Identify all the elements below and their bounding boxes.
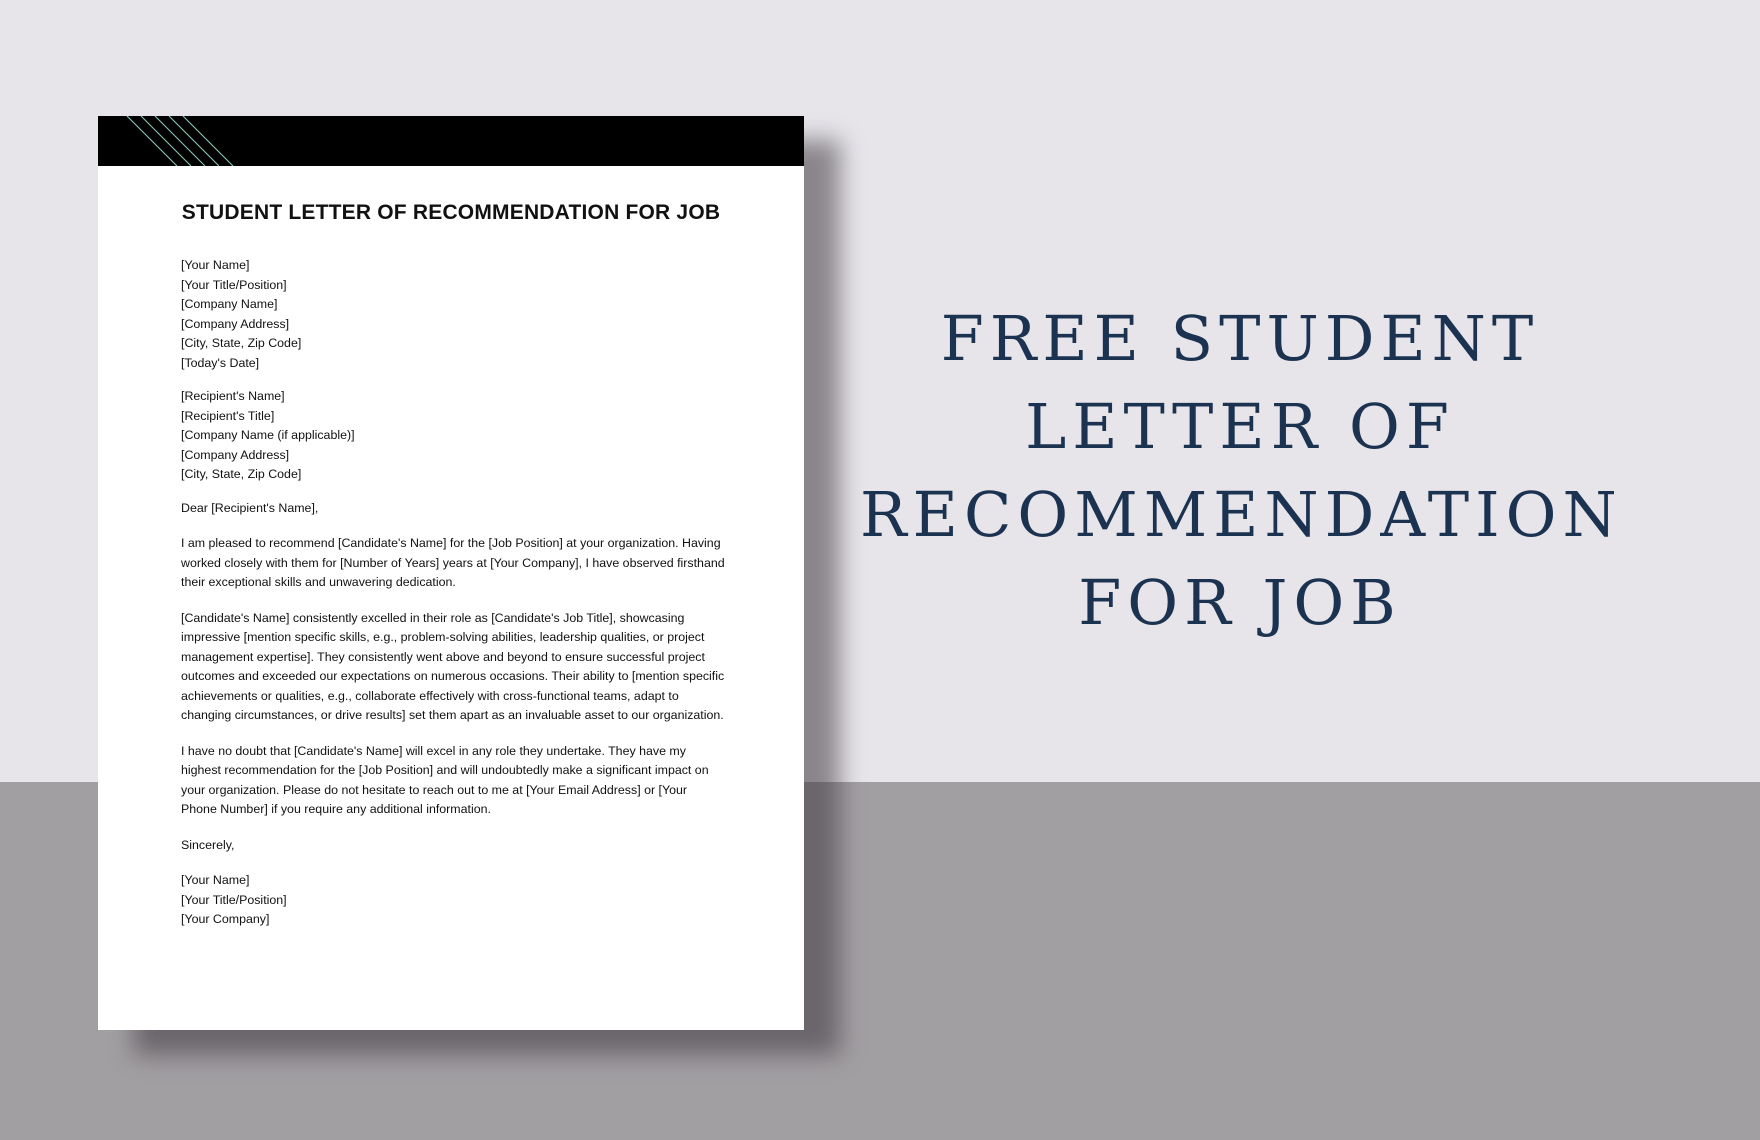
paragraph-2: [Candidate's Name] consistently excelled in their role as [Candidate's Job Title], showcasing impressive [mention specific skills, e.g., problem-solving abilities, leadership qualities, or project management expertise]. They consistently went above and beyond to ensure successful project outcomes and exceeded our expectations on numerous occasions. Their ability to [mention specific achievements or qualities, e.g., collaborate effectively with cross-functional teams, adapt to changing circumstances, or drive results] set them apart as an invaluable asset to our organization. [181, 610, 725, 722]
recipient-title: [Recipient's Title] [181, 408, 275, 423]
letter-title: STUDENT LETTER OF RECOMMENDATION FOR JOB [181, 201, 721, 224]
closing: Sincerely, [181, 837, 235, 852]
paragraph-3: I have no doubt that [Candidate's Name] will excel in any role they undertake. They have my highest recommendation for the [Job Position] and will undoubtedly make a significant impact on your organization. Please do not hesitate to reach out to me at [Your Email Address] or [Your Phone Number] if you require any additional information. [181, 743, 709, 816]
headline-line-1: FREE STUDENT [940, 302, 1540, 375]
recipient-address: [Company Address] [181, 447, 290, 462]
signature-name: [Your Name] [181, 873, 250, 887]
letter-page [98, 116, 804, 1030]
letter-body [181, 256, 726, 944]
paragraph-1: I am pleased to recommend [Candidate's Name] for the [Job Position] at your organization. Having worked closely with them for [Number of Years] years at [Your Company], I have observed firsthand their exceptional skills and unwavering dedication. [181, 536, 725, 589]
promo-headline [860, 295, 1623, 647]
sender-address: [Company Address] [181, 316, 290, 331]
signature-company: [Your Company] [181, 912, 270, 926]
headline-line-4: FOR JOB [1078, 566, 1402, 639]
sender-title: [Your Title/Position] [181, 277, 287, 292]
diagonal-stripes-decoration [98, 116, 258, 166]
recipient-city: [City, State, Zip Code] [181, 467, 302, 481]
recipient-block [181, 387, 726, 485]
salutation: Dear [Recipient's Name], [181, 500, 319, 515]
page-header-bar [98, 116, 804, 166]
recipient-name: [Recipient's Name] [181, 389, 285, 403]
headline-line-2: LETTER OF [1025, 390, 1455, 463]
sender-name: [Your Name] [181, 258, 250, 272]
signature-title: [Your Title/Position] [181, 892, 287, 907]
headline-line-3: RECOMMENDATION [860, 478, 1623, 551]
sender-block [181, 256, 726, 373]
signature-block [181, 871, 726, 930]
sender-date: [Today's Date] [181, 355, 260, 370]
recipient-company: [Company Name (if applicable)] [181, 428, 355, 442]
sender-company: [Company Name] [181, 297, 278, 311]
sender-city: [City, State, Zip Code] [181, 336, 302, 350]
